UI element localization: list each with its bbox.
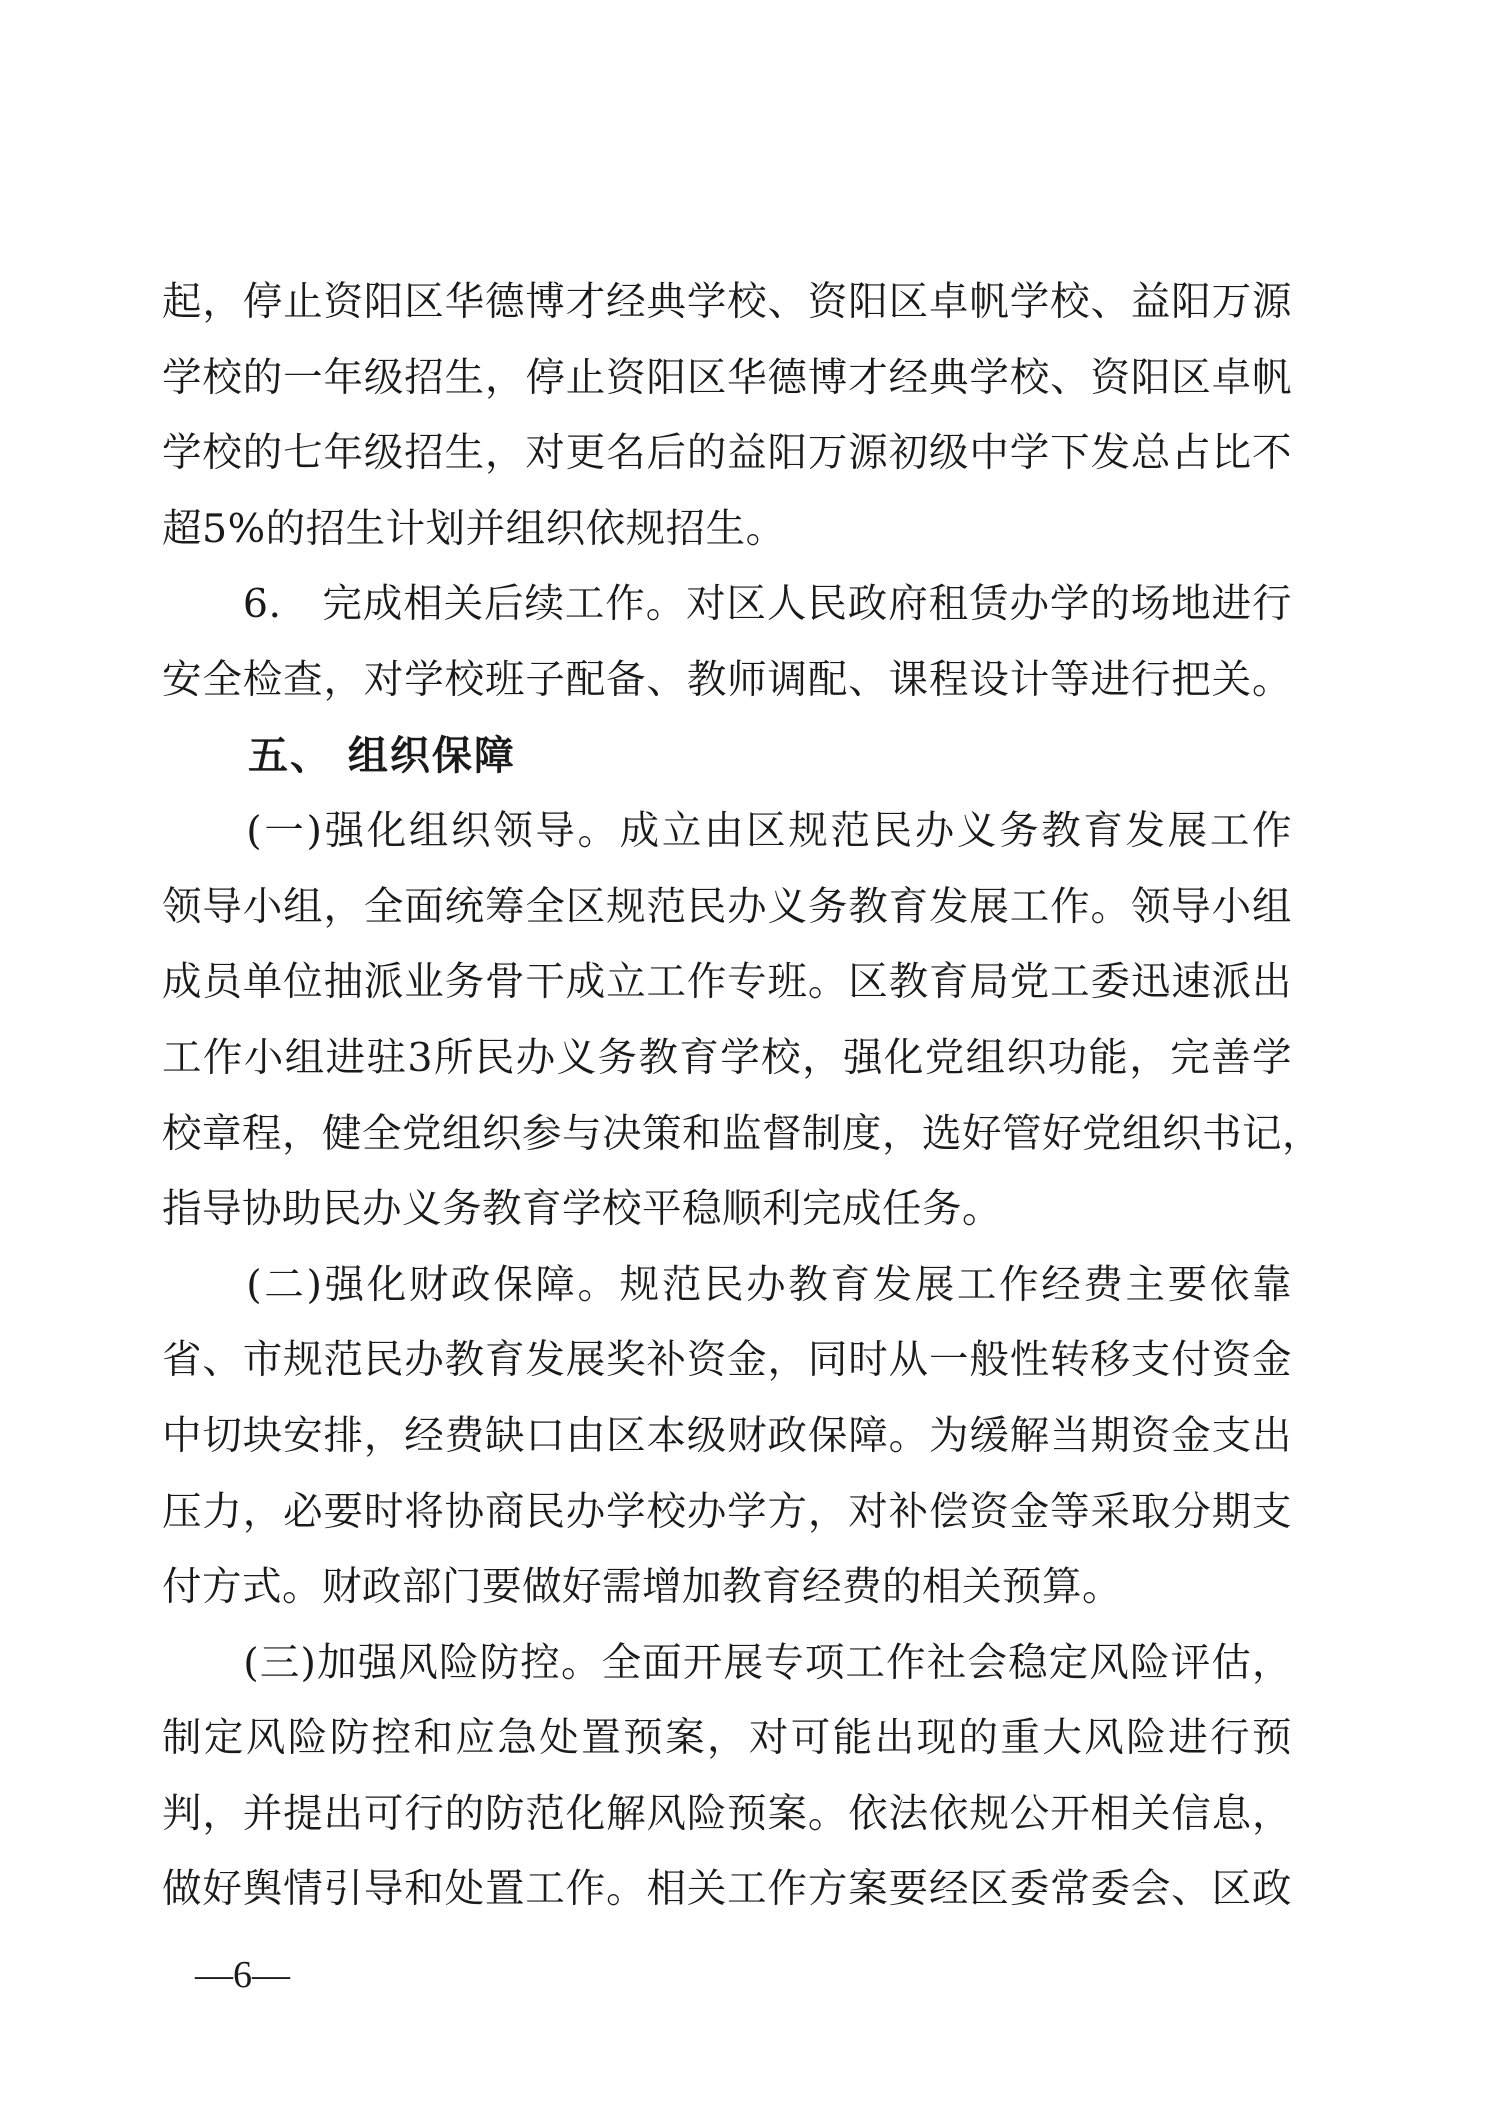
page-number: —6— xyxy=(195,1954,290,1996)
text-line: (三)加强风险防控。全面开展专项工作社会稳定风险评估， xyxy=(162,1639,1292,1686)
document-body xyxy=(162,265,1322,1928)
text-line: 省、市规范民办教育发展奖补资金，同时从一般性转移支付资金 xyxy=(162,1337,1292,1384)
text-line: 付方式。财政部门要做好需增加教育经费的相关预算。 xyxy=(162,1564,1122,1611)
text-line: 起，停止资阳区华德博才经典学校、资阳区卓帆学校、益阳万源 xyxy=(162,279,1292,325)
text-line: (一)强化组织领导。成立由区规范民办义务教育发展工作 xyxy=(162,808,1292,855)
text-line: 制定风险防控和应急处置预案，对可能出现的重大风险进行预 xyxy=(162,1715,1292,1762)
text-line: 做好舆情引导和处置工作。相关工作方案要经区委常委会、区政 xyxy=(162,1866,1292,1913)
text-line: (二)强化财政保障。规范民办教育发展工作经费主要依靠 xyxy=(162,1261,1292,1308)
text-line: 学校的一年级招生，停止资阳区华德博才经典学校、资阳区卓帆 xyxy=(162,354,1292,401)
text-line: 超5%的招生计划并组织依规招生。 xyxy=(162,505,786,552)
text-line: 学校的七年级招生，对更名后的益阳万源初级中学下发总占比不 xyxy=(162,430,1292,477)
text-line: 压力，必要时将协商民办学校办学方，对补偿资金等采取分期支 xyxy=(162,1488,1292,1535)
text-line: 6. 完成相关后续工作。对区人民政府租赁办学的场地进行 xyxy=(162,581,1292,628)
text-line: 校章程，健全党组织参与决策和监督制度，选好管好党组织书记， xyxy=(162,1110,1322,1157)
section-heading: 五、 组织保障 xyxy=(248,732,516,779)
text-line: 中切块安排，经费缺口由区本级财政保障。为缓解当期资金支出 xyxy=(162,1412,1292,1459)
text-line: 指导协助民办义务教育学校平稳顺利完成任务。 xyxy=(162,1186,1002,1233)
text-line: 安全检查，对学校班子配备、教师调配、课程设计等进行把关。 xyxy=(162,656,1292,703)
text-line: 工作小组进驻3所民办义务教育学校，强化党组织功能，完善学 xyxy=(162,1034,1292,1081)
text-line: 判，并提出可行的防范化解风险预案。依法依规公开相关信息， xyxy=(162,1790,1292,1837)
text-line: 成员单位抽派业务骨干成立工作专班。区教育局党工委迅速派出 xyxy=(162,959,1292,1006)
text-line: 领导小组，全面统筹全区规范民办义务教育发展工作。领导小组 xyxy=(162,883,1292,930)
